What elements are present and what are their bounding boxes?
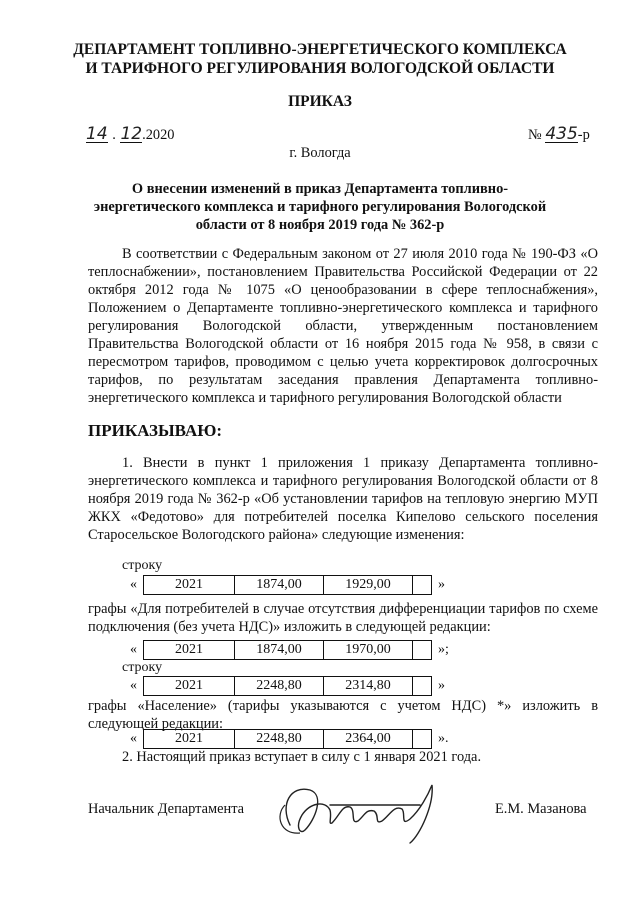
item-1-paragraph: 1. Внести в пункт 1 приложения 1 приказу Департамента топливно-энергетического комплекса и тарифного регулирования Вологодской области от 8 ноября 2019 года № 362-р «Об установлении тарифов на тепловую энергию МУП ЖКХ «Федотово» для потребителей поселка Кипелово сельского поселения Старосельское Вологодского района» следующие изменения: [88, 455, 598, 543]
subject-line-1: О внесении изменений в приказ Департамента топливно- [131, 181, 509, 197]
year-cell: 2021 [144, 641, 235, 659]
city: г. Вологда [289, 145, 351, 161]
year-cell: 2021 [144, 576, 235, 594]
year-cell: 2021 [144, 730, 235, 748]
tariff-cell: 1874,00 [235, 576, 324, 594]
department-name [40, 40, 600, 78]
order-word: ПРИКАЗЫВАЮ: [88, 421, 223, 440]
quote-close: »; [438, 642, 449, 657]
tariff-cell: 2364,00 [324, 730, 413, 748]
row-label-2: строку [122, 660, 163, 675]
tariff-cell: 2248,80 [235, 730, 324, 748]
tariff-table-old-2 [130, 676, 445, 696]
tariff-cell: 1929,00 [324, 576, 413, 594]
department-line-2: И ТАРИФНОГО РЕГУЛИРОВАНИЯ ВОЛОГОДСКОЙ ОБЛАСТИ [85, 60, 555, 77]
document-type: ПРИКАЗ [288, 93, 352, 110]
graph-2-paragraph: графы «Население» (тарифы указываются с учетом НДС) *» изложить в следующей редакции: [88, 698, 598, 732]
quote-close: » [438, 678, 445, 693]
tariff-cell: 2314,80 [324, 677, 413, 695]
subject-line-2: энергетического комплекса и тарифного регулирования Вологодской [93, 199, 547, 215]
quote-open: « [130, 577, 137, 592]
subject-line-3: области от 8 ноября 2019 года № 362-р [195, 217, 445, 233]
order-date: 14 . 12.2020 [86, 124, 175, 144]
empty-cell [413, 677, 431, 695]
date-year: .2020 [142, 127, 175, 143]
quote-close: » [438, 577, 445, 592]
empty-cell [413, 641, 431, 659]
tariff-cell: 1874,00 [235, 641, 324, 659]
graph-1-paragraph: графы «Для потребителей в случае отсутствия дифференциации тарифов по схеме подключения (без учета НДС)» изложить в следующей редакции: [88, 601, 598, 635]
empty-cell [413, 730, 431, 748]
signatory-name: Е.М. Мазанова [495, 801, 587, 817]
preamble-paragraph: В соответствии с Федеральным законом от 27 июля 2010 года № 190-ФЗ «О теплоснабжении», постановлением Правительства Российской Федерации от 22 октября 2012 года № 1075 «О ценообразовании в сфере теплоснабжения», Положением о Департаменте топливно-энергетического комплекса и тарифного регулирования Вологодской области, утвержденным постановлением Правительства Вологодской области от 16 ноября 2015 года № 958, в связи с пересмотром тарифов, проводимом с целью учета корректировок долгосрочных тарифов, по результатам заседания правления Департамента топливно-энергетического комплекса и тарифного регулирования Вологодской области [88, 246, 598, 406]
tariff-cell: 1970,00 [324, 641, 413, 659]
number-value: 435 [545, 124, 578, 144]
tariff-row [143, 676, 432, 696]
department-line-1: ДЕПАРТАМЕНТ ТОПЛИВНО-ЭНЕРГЕТИЧЕСКОГО КОМПЛЕКСА [73, 41, 567, 58]
quote-open: « [130, 642, 137, 657]
order-number [528, 126, 590, 144]
date-day: 14 [86, 124, 108, 144]
quote-open: « [130, 731, 137, 746]
tariff-table-old-1 [130, 575, 445, 595]
tariff-cell: 2248,80 [235, 677, 324, 695]
signatory-position: Начальник Департамента [88, 801, 245, 817]
tariff-table-new-2 [130, 729, 449, 749]
handwritten-signature [270, 775, 460, 845]
tariff-table-new-1 [130, 640, 449, 660]
subject-heading [0, 180, 640, 234]
year-cell: 2021 [144, 677, 235, 695]
item-2-paragraph: 2. Настоящий приказ вступает в силу с 1 января 2021 года. [122, 749, 482, 765]
tariff-row [143, 575, 432, 595]
tariff-row [143, 640, 432, 660]
tariff-row [143, 729, 432, 749]
quote-close: ». [438, 731, 449, 746]
empty-cell [413, 576, 431, 594]
row-label-1: строку [122, 558, 163, 573]
number-suffix: -р [577, 127, 590, 143]
date-month: 12 [120, 124, 143, 144]
quote-open: « [130, 678, 137, 693]
number-prefix: № [528, 127, 542, 143]
